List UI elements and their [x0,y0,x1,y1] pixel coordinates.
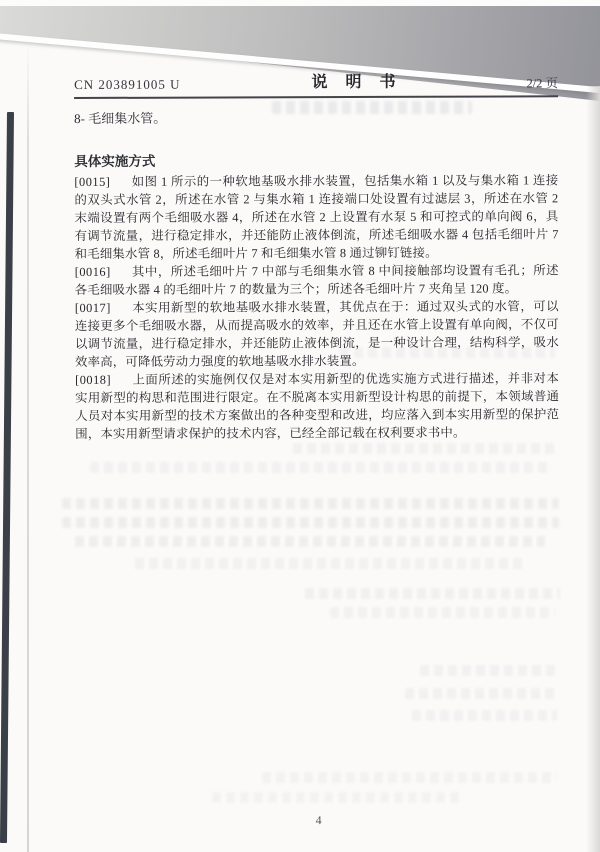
paragraph-text: 本实用新型的软地基吸水排水装置，其优点在于：通过双头式的水管，可以连接更多个毛细吸水器，从而提高吸水的效率，并且还在水管上设置有单向阀，不仅可以调节流量，进行稳定排水，并还能防止液体倒流，是一种设计合理，结构科学，吸水效率高，可降低劳动力强度的软地基吸水排水装置。 [74,299,559,369]
paragraph-text: 其中，所述毛细叶片 7 中部与毛细集水管 8 中间接触部均设置有毛孔；所述各毛细吸水器 4 的毛细叶片 7 的数量为三个；所述各毛细叶片 7 夹角呈 120 度。 [74,263,559,297]
paragraph-number: [0017] [74,300,111,315]
paragraph-text: 上面所述的实施例仅仅是对本实用新型的优选实施方式进行描述，并非对本实用新型的构思和范围进行限定。在不脱离本实用新型设计构思的前提下，本领域普通人员对本实用新型的技术方案做出的各种变型和改进，均应落入到本实用新型的保护范围，本实用新型请求保护的技术内容，已经全部记载在权利要求书中。 [75,371,560,441]
page-number: 4 [315,813,322,828]
paragraph-number: [0016] [74,264,111,279]
paragraph-number: [0015] [74,174,111,189]
page-body [74,68,561,840]
paragraph-number: [0018] [75,372,112,387]
document-title: 说明书 [311,73,414,92]
scan-top-margin [0,0,600,7]
patent-number: CN 203891005 U [74,76,181,92]
numbered-paragraph [74,171,558,263]
section-heading: 具体实施方式 [74,153,156,170]
reference-list-item: 8- 毛细集水管。 [74,110,167,126]
numbered-paragraph [75,369,559,443]
paragraph-text: 如图 1 所示的一种软地基吸水排水装置，包括集水箱 1 以及与集水箱 1 连接的双头式水管 2，所述在水管 2 与集水箱 1 连接端口处设置有过滤层 3，所述在水管 2 末端设置有两个毛细吸水器 4，所述在水管 2 上设置有水泵 5 和可控式的单向阀 6，具有调节流量，进行稳定排水，并还能防止液体倒流，所述毛细吸水器 4 包括毛细叶片 7 和毛细集水管 8，所述毛细叶片 7 和毛细集水管 8 通过铆钉链接。 [74,173,559,261]
page-left-edge-line [27,44,29,852]
page-header [74,68,558,99]
numbered-paragraph [75,297,559,371]
binding-strip [0,112,14,843]
numbered-paragraph [75,261,559,299]
page-right-edge-shadow [586,86,600,852]
page-indicator: 2/2 页 [526,76,559,91]
